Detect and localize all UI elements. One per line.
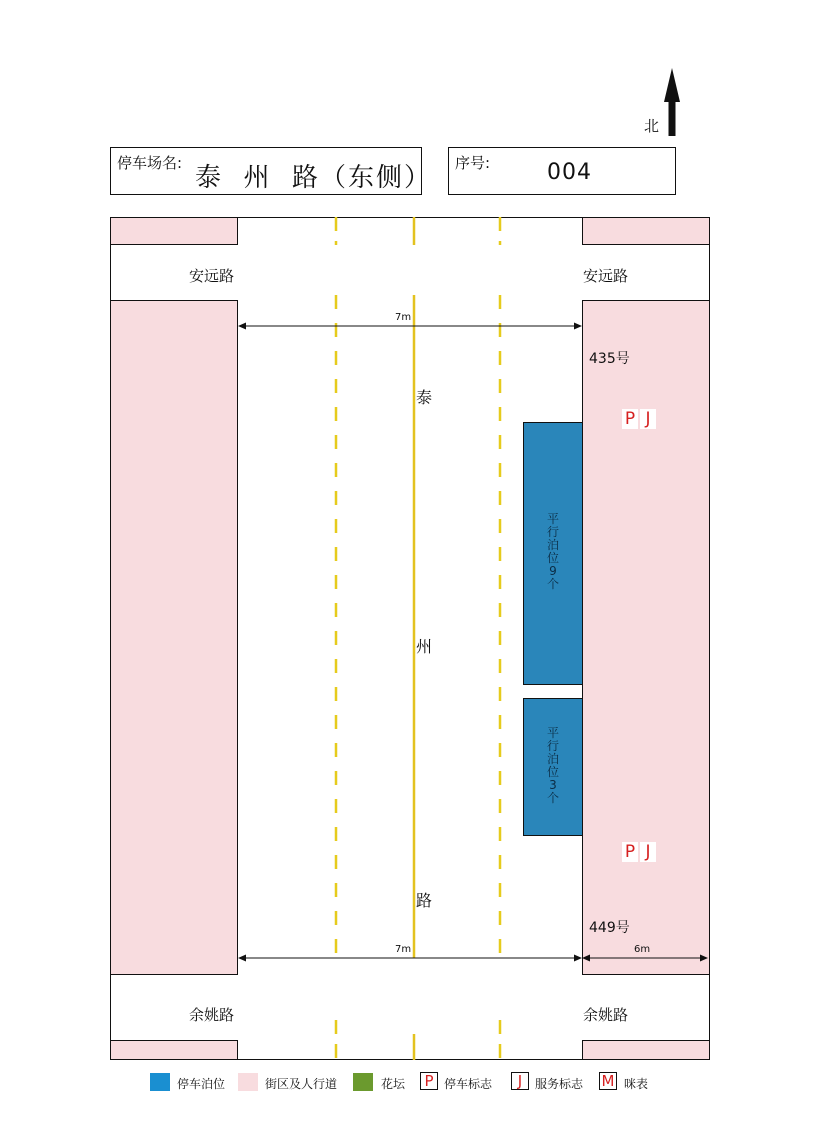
legend-service-sign-label: 服务标志 [535,1077,584,1091]
legend-sidewalk-label: 街区及人行道 [265,1077,338,1091]
parking-bay-1 [523,422,583,685]
legend-flowerbed-label: 花坛 [381,1077,406,1091]
parking-sign-south: P [622,842,638,862]
street-top-left: 安远路 [189,267,235,285]
dimension-sidewalk-label: 6m [634,944,651,955]
serial-label: 序号: [455,154,491,172]
legend-parking-sign-label: 停车标志 [444,1077,493,1091]
parking-bay-2 [523,698,583,836]
legend-service-sign-icon: J [511,1072,529,1090]
street-bottom-left: 余姚路 [189,1006,235,1024]
parking-bay-1-label: 平 行 泊 位 9 个 [546,512,559,591]
legend-parking-label: 停车泊位 [177,1077,226,1091]
lot-name-label: 停车场名: [117,154,183,172]
legend-parking-swatch [150,1073,170,1091]
dimension-bottom [238,955,582,962]
road-name-char-3: 路 [416,891,433,910]
service-sign-south: J [640,842,656,862]
service-sign-north: J [640,409,656,429]
parking-sign-north: P [622,409,638,429]
street-bottom-right: 余姚路 [583,1006,629,1024]
road-name-char-2: 州 [416,637,433,656]
dimension-sidewalk [582,955,708,962]
house-number-north: 435号 [589,351,630,367]
parking-bay-2-label: 平 行 泊 位 3 个 [546,726,559,805]
serial-value: 004 [547,160,592,185]
lot-name-value: 泰 州 路（东侧） [195,163,433,193]
legend-meter-label: 咪表 [624,1077,649,1091]
legend-sidewalk-swatch [238,1073,258,1091]
house-number-south: 449号 [589,920,630,936]
dimension-top [238,323,582,330]
legend-meter-icon: M [599,1072,617,1090]
legend-flowerbed-swatch [353,1073,373,1091]
north-label: 北 [644,117,660,135]
legend-parking-sign-icon: P [420,1072,438,1090]
dimension-top-label: 7m [395,312,412,323]
street-top-right: 安远路 [583,267,629,285]
road-name-char-1: 泰 [416,388,433,407]
dimension-bottom-label: 7m [395,944,412,955]
